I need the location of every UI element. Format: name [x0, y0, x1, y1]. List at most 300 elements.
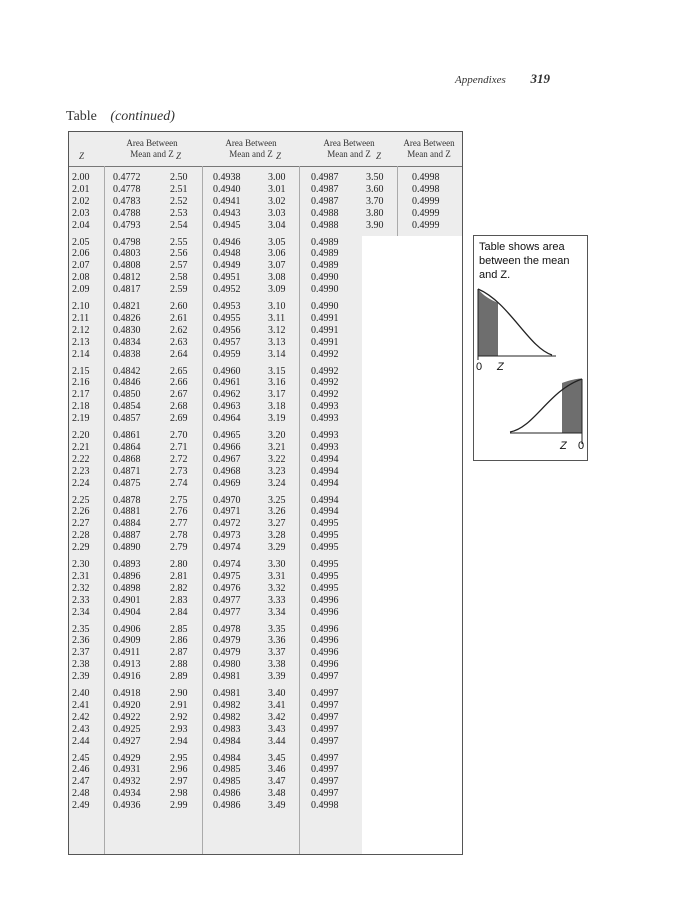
area-value: 0.4994 — [311, 506, 339, 518]
z-value: 3.18 — [268, 401, 286, 413]
area-value: 0.4991 — [311, 312, 339, 324]
column-divider — [104, 166, 105, 854]
area-value: 0.4772 — [113, 172, 141, 183]
area-value: 0.4887 — [113, 530, 141, 542]
area-value: 0.4970 — [213, 494, 241, 506]
z-value: 2.57 — [170, 260, 188, 272]
z-value: 2.47 — [72, 776, 90, 788]
z-value: 2.49 — [72, 800, 90, 812]
z-value: 2.87 — [170, 647, 188, 659]
area-value: 0.4986 — [213, 788, 241, 800]
area-value: 0.4974 — [213, 542, 241, 554]
area-value: 0.4838 — [113, 348, 141, 360]
area-value: 0.4913 — [113, 659, 141, 671]
z-value: 3.00 — [268, 172, 286, 183]
area-value: 0.4901 — [113, 594, 141, 606]
area-value: 0.4850 — [113, 389, 141, 401]
area-value: 0.4983 — [213, 723, 241, 735]
z-value: 2.01 — [72, 183, 90, 195]
z-value: 2.19 — [72, 413, 90, 425]
area-value: 0.4996 — [311, 647, 339, 659]
z-value: 2.26 — [72, 506, 90, 518]
z-value: 2.55 — [170, 236, 188, 248]
area-value: 0.4793 — [113, 219, 141, 231]
area-value: 0.4812 — [113, 272, 141, 284]
column-header-area-line1: Area Between — [403, 138, 455, 148]
area-value: 0.4931 — [113, 764, 141, 776]
z-value: 3.36 — [268, 635, 286, 647]
z-value: 3.50 — [366, 172, 384, 183]
area-value: 0.4884 — [113, 518, 141, 530]
z-value: 2.24 — [72, 477, 90, 489]
z-value: 3.05 — [268, 236, 286, 248]
area-value: 0.4988 — [311, 207, 339, 219]
area-value: 0.4896 — [113, 570, 141, 582]
z-value: 3.29 — [268, 542, 286, 554]
z-value: 2.63 — [170, 336, 188, 348]
area-value: 0.4987 — [311, 195, 339, 207]
z-value: 3.45 — [268, 752, 286, 764]
z-value: 2.91 — [170, 699, 188, 711]
z-value: 2.44 — [72, 735, 90, 747]
area-value: 0.4996 — [311, 659, 339, 671]
column-divider — [397, 166, 398, 236]
z-value: 2.93 — [170, 723, 188, 735]
column-header-area — [389, 138, 469, 160]
z-value: 3.42 — [268, 711, 286, 723]
z-value: 2.56 — [170, 248, 188, 260]
z-value: 2.07 — [72, 260, 90, 272]
area-value: 0.4826 — [113, 312, 141, 324]
area-value: 0.4957 — [213, 336, 241, 348]
z-value: 2.54 — [170, 219, 188, 231]
area-value: 0.4974 — [213, 559, 241, 570]
area-value: 0.4997 — [311, 776, 339, 788]
area-value: 0.4920 — [113, 699, 141, 711]
z-value: 3.32 — [268, 582, 286, 594]
area-value: 0.4997 — [311, 723, 339, 735]
area-value: 0.4893 — [113, 559, 141, 570]
area-value: 0.4953 — [213, 301, 241, 312]
z-value: 3.30 — [268, 559, 286, 570]
page-number: 319 — [530, 71, 550, 86]
area-value: 0.4996 — [311, 623, 339, 635]
area-value: 0.4985 — [213, 764, 241, 776]
area-value: 0.4993 — [311, 441, 339, 453]
column-header-area-line2: Mean and Z — [229, 149, 273, 159]
z-value: 2.53 — [170, 207, 188, 219]
z-value: 2.98 — [170, 788, 188, 800]
area-value: 0.4995 — [311, 530, 339, 542]
z-value: 2.81 — [170, 570, 188, 582]
z-value: 2.74 — [170, 477, 188, 489]
running-head-section: Appendixes — [455, 74, 506, 86]
z-value: 2.22 — [72, 453, 90, 465]
area-value: 0.4992 — [311, 377, 339, 389]
area-value: 0.4945 — [213, 219, 241, 231]
area-value: 0.4979 — [213, 635, 241, 647]
column-header-area-line2: Mean and Z — [327, 149, 371, 159]
area-value: 0.4981 — [213, 688, 241, 699]
area-value: 0.4993 — [311, 413, 339, 425]
area-value: 0.4994 — [311, 453, 339, 465]
z-value: 2.12 — [72, 324, 90, 336]
area-value: 0.4881 — [113, 506, 141, 518]
running-head — [455, 71, 550, 87]
z-value: 3.46 — [268, 764, 286, 776]
area-value: 0.4997 — [311, 752, 339, 764]
table-title — [66, 109, 175, 125]
z-value: 2.48 — [72, 788, 90, 800]
z-value: 3.41 — [268, 699, 286, 711]
area-value: 0.4956 — [213, 324, 241, 336]
area-value: 0.4998 — [311, 800, 339, 812]
z-value: 2.15 — [72, 365, 90, 377]
area-value: 0.4992 — [311, 365, 339, 377]
area-value: 0.4989 — [311, 260, 339, 272]
z-value: 2.84 — [170, 606, 188, 618]
normal-curve-diagrams — [474, 236, 589, 462]
z-value: 2.94 — [170, 735, 188, 747]
area-value: 0.4875 — [113, 477, 141, 489]
area-value: 0.4861 — [113, 430, 141, 441]
area-value: 0.4927 — [113, 735, 141, 747]
area-value: 0.4906 — [113, 623, 141, 635]
column-header-area-line1: Area Between — [323, 138, 375, 148]
area-value: 0.4941 — [213, 195, 241, 207]
z-value: 2.62 — [170, 324, 188, 336]
area-value: 0.4871 — [113, 465, 141, 477]
z-value: 3.40 — [268, 688, 286, 699]
z-value: 2.69 — [170, 413, 188, 425]
z-value: 3.06 — [268, 248, 286, 260]
z-value: 2.05 — [72, 236, 90, 248]
z-value: 2.58 — [170, 272, 188, 284]
z-value: 2.66 — [170, 377, 188, 389]
area-value: 0.4995 — [311, 559, 339, 570]
area-value: 0.4949 — [213, 260, 241, 272]
z-value: 2.36 — [72, 635, 90, 647]
z-value: 2.83 — [170, 594, 188, 606]
z-value: 3.20 — [268, 430, 286, 441]
area-value: 0.4817 — [113, 284, 141, 296]
z-value: 2.78 — [170, 530, 188, 542]
area-value: 0.4993 — [311, 401, 339, 413]
z-value: 3.38 — [268, 659, 286, 671]
area-value: 0.4960 — [213, 365, 241, 377]
z-value: 2.18 — [72, 401, 90, 413]
z-value: 3.28 — [268, 530, 286, 542]
z-value: 2.27 — [72, 518, 90, 530]
area-value: 0.4967 — [213, 453, 241, 465]
z-value: 2.08 — [72, 272, 90, 284]
z-value: 2.86 — [170, 635, 188, 647]
z-value: 3.11 — [268, 312, 286, 324]
z-value: 2.61 — [170, 312, 188, 324]
area-value: 0.4998 — [412, 172, 440, 183]
top-axis-label-z: Z — [497, 361, 504, 373]
area-value: 0.4916 — [113, 671, 141, 683]
area-value: 0.4978 — [213, 623, 241, 635]
z-value: 2.71 — [170, 441, 188, 453]
area-value: 0.4783 — [113, 195, 141, 207]
area-value: 0.4986 — [213, 800, 241, 812]
area-value: 0.4984 — [213, 735, 241, 747]
area-value: 0.4996 — [311, 594, 339, 606]
area-value: 0.4918 — [113, 688, 141, 699]
z-value: 2.13 — [72, 336, 90, 348]
area-value: 0.4997 — [311, 688, 339, 699]
z-value: 2.51 — [170, 183, 188, 195]
z-value: 2.70 — [170, 430, 188, 441]
z-value: 2.85 — [170, 623, 188, 635]
z-value: 3.26 — [268, 506, 286, 518]
area-value: 0.4987 — [311, 172, 339, 183]
z-value: 2.30 — [72, 559, 90, 570]
z-value: 2.68 — [170, 401, 188, 413]
z-value: 3.15 — [268, 365, 286, 377]
area-value: 0.4995 — [311, 518, 339, 530]
z-value: 3.23 — [268, 465, 286, 477]
z-value: 2.00 — [72, 172, 90, 183]
z-value: 2.29 — [72, 542, 90, 554]
z-value: 3.22 — [268, 453, 286, 465]
z-value: 2.06 — [72, 248, 90, 260]
area-value: 0.4821 — [113, 301, 141, 312]
area-value: 0.4988 — [311, 219, 339, 231]
column-header-area-line1: Area Between — [126, 138, 178, 148]
area-value: 0.4998 — [412, 183, 440, 195]
z-value: 3.90 — [366, 219, 384, 231]
area-value: 0.4976 — [213, 582, 241, 594]
z-value: 2.46 — [72, 764, 90, 776]
area-value: 0.4854 — [113, 401, 141, 413]
area-value: 0.4990 — [311, 272, 339, 284]
area-value: 0.4990 — [311, 301, 339, 312]
area-value: 0.4989 — [311, 248, 339, 260]
area-value: 0.4798 — [113, 236, 141, 248]
z-value: 2.43 — [72, 723, 90, 735]
area-value: 0.4846 — [113, 377, 141, 389]
area-value: 0.4964 — [213, 413, 241, 425]
bottom-axis-label-z: Z — [560, 440, 567, 452]
area-value: 0.4925 — [113, 723, 141, 735]
area-value: 0.4943 — [213, 207, 241, 219]
column-divider — [202, 166, 203, 854]
z-value: 3.35 — [268, 623, 286, 635]
table-title-label: Table — [66, 109, 97, 124]
area-value: 0.4999 — [412, 219, 440, 231]
z-value: 3.02 — [268, 195, 286, 207]
z-value: 3.70 — [366, 195, 384, 207]
z-value: 2.39 — [72, 671, 90, 683]
bottom-axis-label-zero: 0 — [578, 440, 585, 452]
column-header-z: Z — [376, 151, 382, 161]
area-value: 0.4898 — [113, 582, 141, 594]
z-value: 2.11 — [72, 312, 90, 324]
z-value: 3.33 — [268, 594, 286, 606]
z-value: 2.75 — [170, 494, 188, 506]
z-value: 3.17 — [268, 389, 286, 401]
area-value: 0.4955 — [213, 312, 241, 324]
z-value: 2.45 — [72, 752, 90, 764]
z-value: 2.88 — [170, 659, 188, 671]
area-value: 0.4997 — [311, 671, 339, 683]
z-value: 2.17 — [72, 389, 90, 401]
z-value: 3.21 — [268, 441, 286, 453]
area-value: 0.4995 — [311, 542, 339, 554]
area-value: 0.4959 — [213, 348, 241, 360]
z-value: 2.14 — [72, 348, 90, 360]
legend-text: Table shows area between the mean and Z. — [479, 241, 570, 281]
area-value: 0.4997 — [311, 735, 339, 747]
z-value: 2.95 — [170, 752, 188, 764]
area-value: 0.4929 — [113, 752, 141, 764]
z-value: 2.77 — [170, 518, 188, 530]
area-value: 0.4980 — [213, 659, 241, 671]
z-value: 3.10 — [268, 301, 286, 312]
area-value: 0.4982 — [213, 711, 241, 723]
area-value: 0.4992 — [311, 348, 339, 360]
z-value: 2.37 — [72, 647, 90, 659]
area-value: 0.4984 — [213, 752, 241, 764]
area-value: 0.4951 — [213, 272, 241, 284]
z-value: 3.37 — [268, 647, 286, 659]
z-value: 2.34 — [72, 606, 90, 618]
area-value: 0.4995 — [311, 582, 339, 594]
z-value: 2.41 — [72, 699, 90, 711]
area-value: 0.4995 — [311, 570, 339, 582]
area-value: 0.4842 — [113, 365, 141, 377]
z-value: 2.80 — [170, 559, 188, 570]
z-value: 2.21 — [72, 441, 90, 453]
z-value: 3.13 — [268, 336, 286, 348]
area-value: 0.4808 — [113, 260, 141, 272]
z-value: 2.03 — [72, 207, 90, 219]
area-value: 0.4994 — [311, 465, 339, 477]
area-value: 0.4973 — [213, 530, 241, 542]
area-value: 0.4996 — [311, 635, 339, 647]
z-value: 2.02 — [72, 195, 90, 207]
z-value: 2.09 — [72, 284, 90, 296]
area-value: 0.4904 — [113, 606, 141, 618]
z-value: 3.07 — [268, 260, 286, 272]
top-axis-label-zero: 0 — [476, 361, 483, 373]
area-value: 0.4977 — [213, 594, 241, 606]
z-value: 2.67 — [170, 389, 188, 401]
area-value: 0.4961 — [213, 377, 241, 389]
column-header-area-line2: Mean and Z — [130, 149, 174, 159]
z-value: 3.14 — [268, 348, 286, 360]
column-header-z: Z — [276, 151, 282, 161]
area-value: 0.4987 — [311, 183, 339, 195]
area-value: 0.4936 — [113, 800, 141, 812]
z-value: 2.04 — [72, 219, 90, 231]
z-value: 3.34 — [268, 606, 286, 618]
area-value: 0.4934 — [113, 788, 141, 800]
z-value: 3.31 — [268, 570, 286, 582]
area-value: 0.4997 — [311, 711, 339, 723]
column-header-area-line2: Mean and Z — [407, 149, 451, 159]
z-value: 3.25 — [268, 494, 286, 506]
area-value: 0.4997 — [311, 699, 339, 711]
z-value: 3.24 — [268, 477, 286, 489]
area-value: 0.4997 — [311, 788, 339, 800]
z-value: 3.47 — [268, 776, 286, 788]
area-value: 0.4878 — [113, 494, 141, 506]
z-value: 2.35 — [72, 623, 90, 635]
area-value: 0.4952 — [213, 284, 241, 296]
z-value: 2.60 — [170, 301, 188, 312]
area-value: 0.4991 — [311, 336, 339, 348]
area-value: 0.4981 — [213, 671, 241, 683]
table-title-continued: (continued) — [110, 109, 175, 124]
z-value: 2.31 — [72, 570, 90, 582]
z-value: 2.79 — [170, 542, 188, 554]
z-value: 2.90 — [170, 688, 188, 699]
column-header-area-line1: Area Between — [225, 138, 277, 148]
area-value: 0.4994 — [311, 477, 339, 489]
z-value: 2.33 — [72, 594, 90, 606]
area-value: 0.4991 — [311, 324, 339, 336]
area-value: 0.4969 — [213, 477, 241, 489]
z-value: 3.04 — [268, 219, 286, 231]
area-value: 0.4911 — [113, 647, 141, 659]
legend-box — [473, 235, 588, 461]
area-value: 0.4830 — [113, 324, 141, 336]
area-value: 0.4938 — [213, 172, 241, 183]
z-value: 2.20 — [72, 430, 90, 441]
area-value: 0.4946 — [213, 236, 241, 248]
area-value: 0.4972 — [213, 518, 241, 530]
area-value: 0.4922 — [113, 711, 141, 723]
z-value: 2.59 — [170, 284, 188, 296]
area-value: 0.4999 — [412, 195, 440, 207]
z-value: 2.82 — [170, 582, 188, 594]
z-value: 2.76 — [170, 506, 188, 518]
bottom-curve-shaded-area — [562, 379, 582, 433]
area-value: 0.4940 — [213, 183, 241, 195]
area-value: 0.4788 — [113, 207, 141, 219]
area-value: 0.4857 — [113, 413, 141, 425]
z-value: 2.28 — [72, 530, 90, 542]
z-value: 3.49 — [268, 800, 286, 812]
area-value: 0.4968 — [213, 465, 241, 477]
z-value: 3.27 — [268, 518, 286, 530]
area-value: 0.4864 — [113, 441, 141, 453]
area-value: 0.4992 — [311, 389, 339, 401]
column-header-z: Z — [176, 151, 182, 161]
z-value: 2.96 — [170, 764, 188, 776]
z-value: 3.03 — [268, 207, 286, 219]
area-value: 0.4932 — [113, 776, 141, 788]
z-value: 2.40 — [72, 688, 90, 699]
z-value: 2.52 — [170, 195, 188, 207]
area-value: 0.4990 — [311, 284, 339, 296]
area-value: 0.4994 — [311, 494, 339, 506]
area-value: 0.4962 — [213, 389, 241, 401]
z-value: 3.44 — [268, 735, 286, 747]
area-value: 0.4985 — [213, 776, 241, 788]
z-value: 2.16 — [72, 377, 90, 389]
z-value: 3.09 — [268, 284, 286, 296]
z-value: 3.43 — [268, 723, 286, 735]
area-value: 0.4834 — [113, 336, 141, 348]
z-value: 3.48 — [268, 788, 286, 800]
z-value: 3.39 — [268, 671, 286, 683]
z-value: 2.97 — [170, 776, 188, 788]
z-value: 2.99 — [170, 800, 188, 812]
